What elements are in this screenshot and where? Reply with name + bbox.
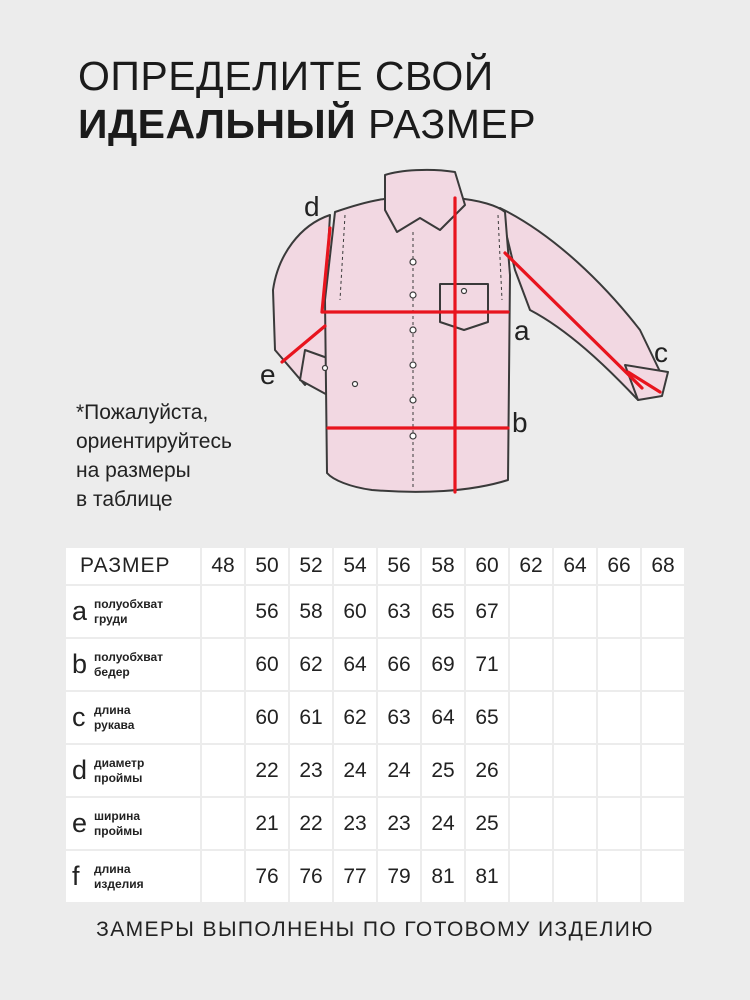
table-cell: 24: [422, 798, 464, 849]
table-cell: 21: [246, 798, 288, 849]
table-cell: 25: [466, 798, 508, 849]
size-header-cell: 56: [378, 548, 420, 584]
table-row: [66, 798, 684, 849]
size-table: [64, 546, 686, 904]
shirt-body: [325, 198, 510, 492]
measure-label: [66, 809, 200, 839]
measure-desc-2: проймы: [94, 770, 143, 785]
table-cell: 81: [466, 851, 508, 902]
table-cell: [202, 851, 244, 902]
table-cell: [554, 798, 596, 849]
table-cell: 22: [246, 745, 288, 796]
title-line-1: ОПРЕДЕЛИТЕ СВОЙ: [78, 53, 494, 99]
table-cell: [598, 639, 640, 690]
table-cell: 77: [334, 851, 376, 902]
table-cell: [510, 586, 552, 637]
table-cell: [598, 586, 640, 637]
measure-desc-1: длина: [94, 861, 131, 876]
table-cell: 24: [334, 745, 376, 796]
measure-letter: e: [72, 808, 88, 838]
table-cell: [510, 851, 552, 902]
measure-label-cell: [66, 692, 200, 743]
measure-desc: [94, 756, 144, 786]
measure-letter: f: [72, 861, 80, 891]
size-header-cell: 54: [334, 548, 376, 584]
size-header-row: [66, 548, 684, 584]
label-a: a: [514, 315, 530, 346]
measure-desc: [94, 597, 163, 627]
table-cell: 62: [290, 639, 332, 690]
measure-label-cell: [66, 745, 200, 796]
table-cell: [510, 692, 552, 743]
table-cell: 79: [378, 851, 420, 902]
measure-label: [66, 597, 200, 627]
table-cell: [554, 692, 596, 743]
size-header-cell: 66: [598, 548, 640, 584]
table-cell: 23: [334, 798, 376, 849]
size-header-cell: 62: [510, 548, 552, 584]
size-header-cell: 52: [290, 548, 332, 584]
table-cell: 65: [466, 692, 508, 743]
table-row: [66, 851, 684, 902]
table-cell: 56: [246, 586, 288, 637]
note-text: [76, 398, 232, 514]
size-header-cell: 68: [642, 548, 684, 584]
measure-letter: b: [72, 649, 88, 679]
table-cell: 81: [422, 851, 464, 902]
table-cell: [510, 639, 552, 690]
table-cell: [642, 692, 684, 743]
measure-label-cell: [66, 798, 200, 849]
table-cell: [642, 745, 684, 796]
table-cell: 61: [290, 692, 332, 743]
label-d: d: [304, 191, 320, 222]
measure-desc-2: изделия: [94, 876, 144, 891]
measure-desc-2: груди: [94, 611, 128, 626]
table-cell: [554, 745, 596, 796]
size-header-label: РАЗМЕР: [66, 548, 200, 584]
table-cell: [202, 692, 244, 743]
measure-desc: [94, 809, 142, 839]
measure-label: [66, 756, 200, 786]
table-cell: 22: [290, 798, 332, 849]
table-cell: [598, 798, 640, 849]
table-row: [66, 745, 684, 796]
table-cell: [598, 692, 640, 743]
size-header-cell: 64: [554, 548, 596, 584]
table-row: [66, 586, 684, 637]
label-e: e: [260, 359, 276, 390]
label-b: b: [512, 407, 528, 438]
measure-desc-1: полуобхват: [94, 596, 164, 611]
table-cell: 62: [334, 692, 376, 743]
table-cell: 71: [466, 639, 508, 690]
measure-desc: [94, 703, 134, 733]
note-line-4: в таблице: [76, 488, 173, 511]
table-cell: 60: [334, 586, 376, 637]
measure-desc-1: диаметр: [94, 755, 145, 770]
table-cell: 65: [422, 586, 464, 637]
measure-desc-2: проймы: [94, 823, 143, 838]
measure-label: [66, 862, 200, 892]
label-c: c: [654, 337, 668, 368]
table-cell: [202, 798, 244, 849]
table-cell: [598, 851, 640, 902]
size-header-cell: 50: [246, 548, 288, 584]
table-cell: 60: [246, 639, 288, 690]
measure-label: [66, 650, 200, 680]
table-cell: 58: [290, 586, 332, 637]
table-cell: 69: [422, 639, 464, 690]
note-line-2: ориентируйтесь: [76, 430, 232, 453]
table-cell: [642, 798, 684, 849]
size-rows: [66, 586, 684, 902]
table-cell: [554, 851, 596, 902]
table-cell: 60: [246, 692, 288, 743]
measure-letter: a: [72, 596, 88, 626]
measure-label-cell: [66, 639, 200, 690]
measure-letter: c: [72, 702, 86, 732]
note-line-1: *Пожалуйста,: [76, 401, 209, 424]
table-cell: 76: [246, 851, 288, 902]
size-header-cell: 48: [202, 548, 244, 584]
measure-label-cell: [66, 851, 200, 902]
table-cell: [202, 745, 244, 796]
table-cell: 24: [378, 745, 420, 796]
measure-desc: [94, 862, 144, 892]
table-cell: [554, 639, 596, 690]
table-cell: [510, 798, 552, 849]
table-row: [66, 639, 684, 690]
table-cell: [642, 639, 684, 690]
measure-desc-1: ширина: [94, 808, 141, 823]
table-cell: [554, 586, 596, 637]
table-cell: [202, 639, 244, 690]
table-cell: 63: [378, 692, 420, 743]
measure-letter: d: [72, 755, 88, 785]
table-cell: 25: [422, 745, 464, 796]
table-cell: 63: [378, 586, 420, 637]
table-cell: 64: [334, 639, 376, 690]
title-bold-word: ИДЕАЛЬНЫЙ: [78, 101, 357, 147]
measure-label: [66, 703, 200, 733]
table-cell: [202, 586, 244, 637]
table-cell: 76: [290, 851, 332, 902]
measure-label-cell: [66, 586, 200, 637]
size-header-cell: 58: [422, 548, 464, 584]
size-header-cell: 60: [466, 548, 508, 584]
measure-desc-2: бедер: [94, 664, 130, 679]
table-cell: [598, 745, 640, 796]
footer-text: ЗАМЕРЫ ВЫПОЛНЕНЫ ПО ГОТОВОМУ ИЗДЕЛИЮ: [96, 918, 654, 941]
measure-desc: [94, 650, 163, 680]
table-cell: 67: [466, 586, 508, 637]
table-row: [66, 692, 684, 743]
table-cell: [642, 586, 684, 637]
note-line-3: на размеры: [76, 459, 191, 482]
table-cell: 66: [378, 639, 420, 690]
measure-desc-2: рукава: [94, 717, 135, 732]
table-cell: [510, 745, 552, 796]
measure-desc-1: длина: [94, 702, 131, 717]
title-rest-word: РАЗМЕР: [356, 101, 537, 147]
table-cell: 26: [466, 745, 508, 796]
measure-desc-1: полуобхват: [94, 649, 164, 664]
table-cell: 64: [422, 692, 464, 743]
table-cell: 23: [378, 798, 420, 849]
table-cell: [642, 851, 684, 902]
table-cell: 23: [290, 745, 332, 796]
